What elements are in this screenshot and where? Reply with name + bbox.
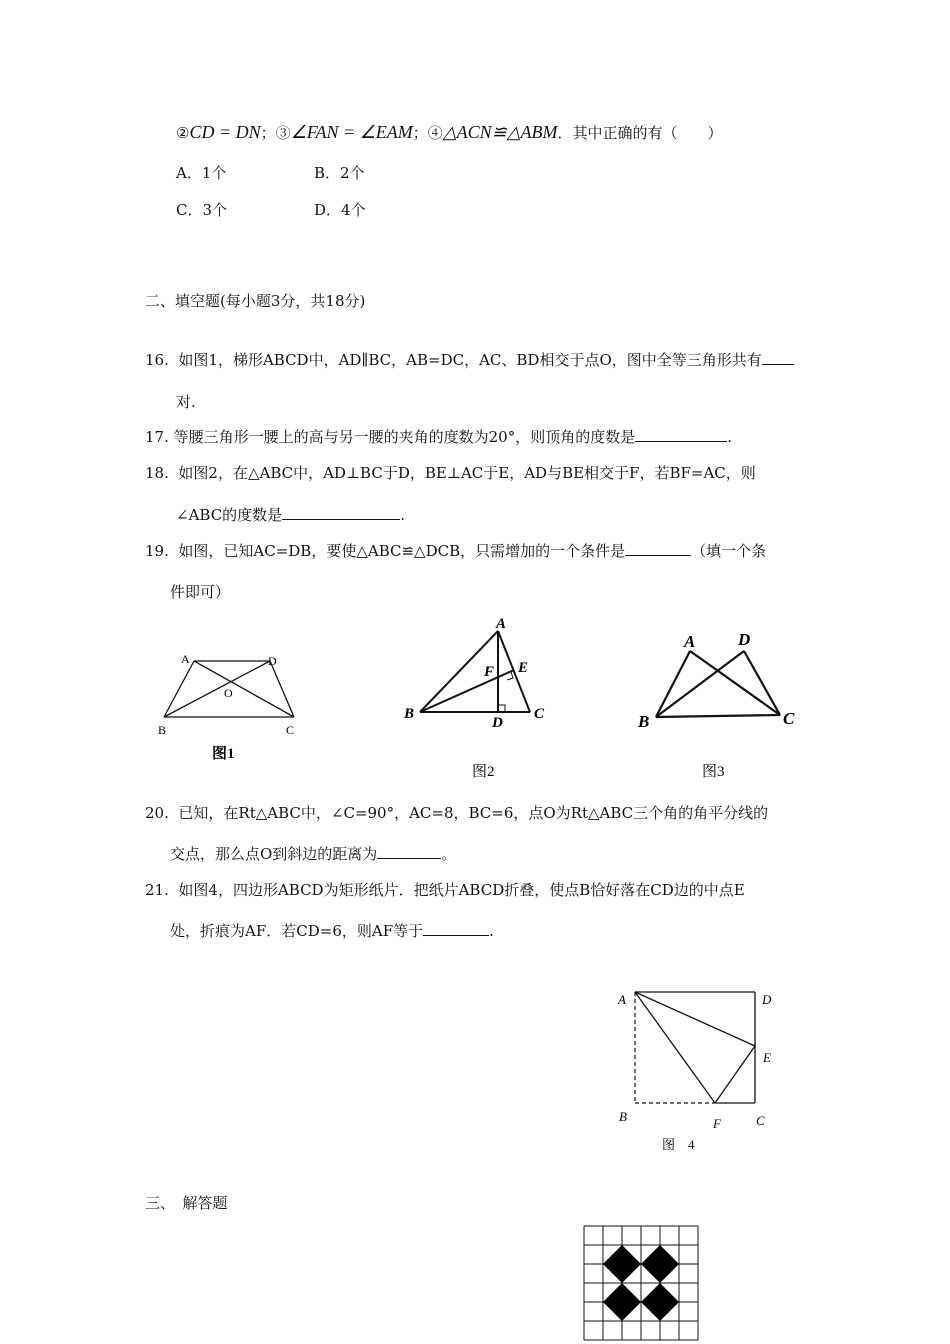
answer-blank[interactable] bbox=[282, 505, 400, 520]
fig2-label-d: D bbox=[492, 715, 503, 731]
fig2-label-c: C bbox=[534, 706, 545, 722]
figure-2 bbox=[400, 615, 560, 785]
fig4-caption: 图 4 bbox=[662, 1137, 695, 1152]
fig4-label-e: E bbox=[763, 1050, 771, 1065]
fig4-label-f: F bbox=[713, 1116, 721, 1131]
question-18-cont: ∠ABC的度数是 . bbox=[176, 506, 405, 524]
answer-blank[interactable] bbox=[762, 350, 794, 365]
fig1-caption: 图1 bbox=[212, 746, 235, 762]
fig2-label-e: E bbox=[518, 660, 529, 676]
fig1-label-c: C bbox=[286, 723, 295, 737]
grid-pattern-figure bbox=[584, 1226, 702, 1344]
question-19-cont: 件即可） bbox=[170, 583, 231, 601]
answer-blank[interactable] bbox=[377, 844, 441, 859]
question-21: 21. 如图4，四边形ABCD为矩形纸片．把纸片ABCD折叠，使点B恰好落在CD边的中点E bbox=[145, 881, 745, 899]
fig1-label-o: O bbox=[224, 686, 233, 700]
question-16: 16. 如图1，梯形ABCD中，AD∥BC，AB=DC，AC、BD相交于点O，图中全等三角形共有 bbox=[145, 349, 794, 370]
choice-a: A．1个 bbox=[176, 164, 227, 182]
fig4-label-a: A bbox=[618, 992, 626, 1007]
choice-c: C．3个 bbox=[176, 201, 228, 219]
fig4-label-c: C bbox=[756, 1113, 765, 1128]
black-diamond bbox=[603, 1283, 641, 1321]
fig3-label-b: B bbox=[638, 712, 650, 731]
question-20-cont: 交点，那么点O到斜边的距离为 。 bbox=[170, 845, 457, 863]
black-diamond bbox=[603, 1245, 641, 1283]
fig1-label-d: D bbox=[268, 654, 277, 668]
question-20: 20. 已知，在Rt△ABC中，∠C=90°，AC=8，BC=6，点O为Rt△ABC三个角的角平分线的 bbox=[145, 804, 769, 822]
fig2-label-f: F bbox=[484, 664, 495, 680]
question-19: 19. 如图，已知AC=DB，要使△ABC≌△DCB，只需增加的一个条件是 （填一个条 bbox=[145, 542, 767, 560]
choice-d: D．4个 bbox=[314, 201, 366, 219]
fig4-label-b: B bbox=[619, 1109, 627, 1124]
fig1-label-a: A bbox=[181, 652, 190, 666]
fig1-label-b: B bbox=[158, 723, 167, 737]
fig3-label-c: C bbox=[783, 709, 795, 728]
statement-2: ②CD = DN；③∠FAN = ∠EAM；④△ACN≌△ABM．其中正确的有（ ） bbox=[176, 122, 723, 142]
answer-blank[interactable] bbox=[423, 921, 489, 936]
fig3-label-d: D bbox=[738, 630, 751, 649]
fig3-label-a: A bbox=[684, 632, 696, 651]
answer-blank[interactable] bbox=[625, 541, 691, 556]
black-diamond bbox=[641, 1283, 679, 1321]
choice-b: B．2个 bbox=[314, 164, 365, 182]
answer-blank[interactable] bbox=[635, 427, 727, 442]
black-diamond bbox=[641, 1245, 679, 1283]
figure-3 bbox=[630, 625, 810, 785]
fig2-caption: 图2 bbox=[472, 764, 495, 780]
question-16-cont: 对. bbox=[176, 393, 196, 411]
section-2-heading: 二、填空题(每小题3分，共18分) bbox=[145, 292, 366, 310]
fig4-label-d: D bbox=[762, 992, 772, 1007]
question-17: 17. 等腰三角形一腰上的高与另一腰的夹角的度数为20°，则顶角的度数是 . bbox=[145, 428, 733, 446]
fig3-caption: 图3 bbox=[702, 764, 725, 780]
fig2-label-b: B bbox=[404, 706, 415, 722]
section-3-heading: 三、 解答题 bbox=[145, 1194, 228, 1212]
figure-1 bbox=[150, 645, 310, 770]
question-18: 18. 如图2，在△ABC中，AD⊥BC于D，BE⊥AC于E，AD与BE相交于F，若BF=AC，则 bbox=[145, 464, 756, 482]
figure-4 bbox=[610, 980, 780, 1155]
fig2-label-a: A bbox=[496, 616, 507, 632]
question-21-cont: 处，折痕为AF．若CD=6，则AF等于 . bbox=[170, 922, 494, 940]
